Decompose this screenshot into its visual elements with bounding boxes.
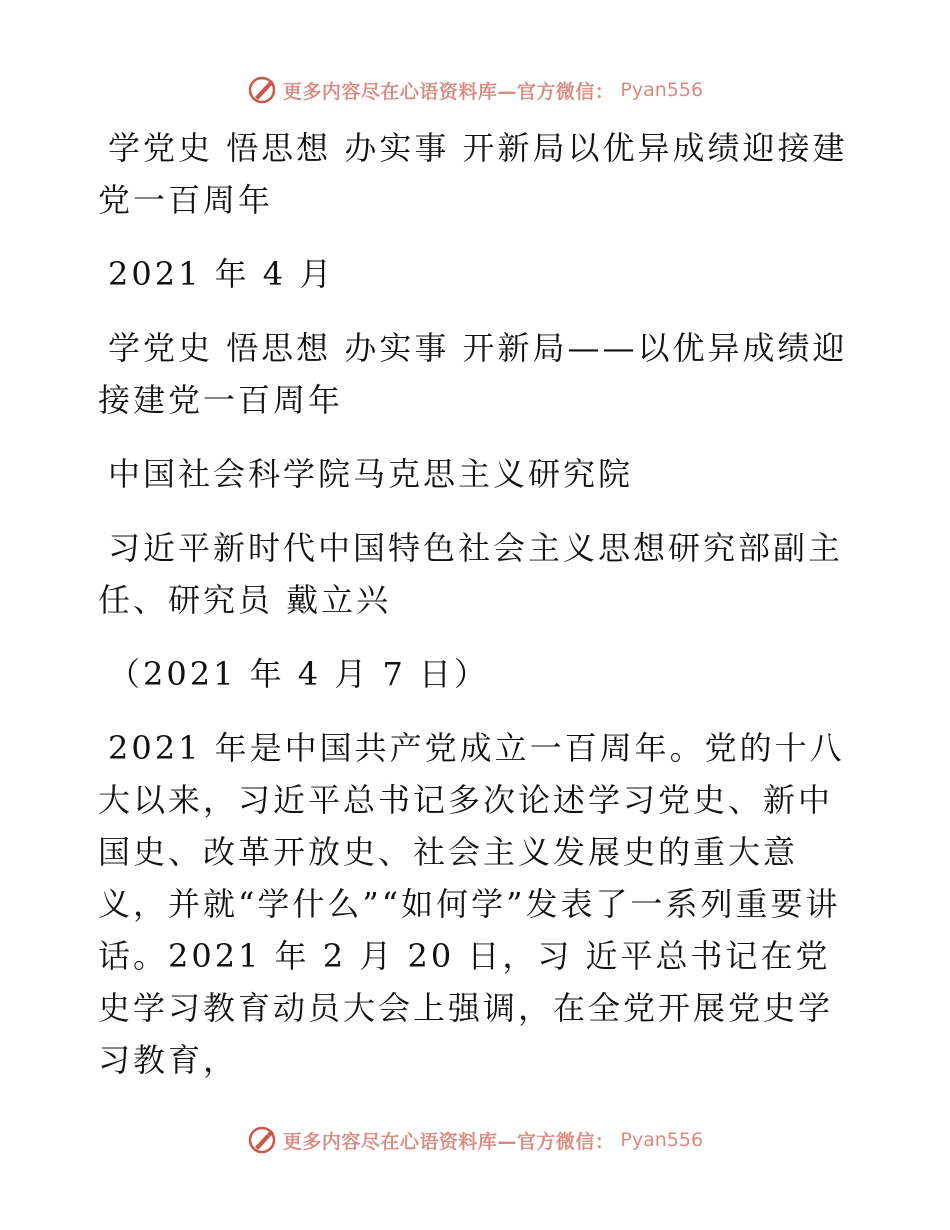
footer-banner: [0, 1120, 950, 1160]
document-title: 学党史 悟思想 办实事 开新局以优异成绩迎接建党一百周年: [98, 129, 848, 219]
pen-logo-icon: [247, 1125, 277, 1155]
header-banner: [0, 70, 950, 110]
banner-wechat-id: Pyan556: [620, 79, 704, 101]
banner-text: 更多内容尽在心语资料库—官方微信：: [282, 80, 615, 103]
pen-logo-icon: [247, 75, 277, 105]
document-date: 2021 年 4 月: [108, 255, 335, 293]
article-date: （2021 年 4 月 7 日）: [108, 655, 490, 693]
banner-wechat-id: Pyan556: [620, 1129, 704, 1151]
body-paragraph: 2021 年是中国共产党成立一百周年。党的十八大以来，习近平总书记多次论述学习党史、新中国史、改革开放史、社会主义发展史的重大意义，并就“学什么”“如何学”发表了一系列重要讲话。2021 年 2 月 20 日，习 近平总书记在党史学习教育动员大会上强调，在全党开展党史学习教育，: [98, 729, 845, 1079]
author-position: 习近平新时代中国特色社会主义思想研究部副主任、研究员 戴立兴: [98, 529, 844, 619]
article-title: 学党史 悟思想 办实事 开新局——以优异成绩迎接建党一百周年: [98, 329, 848, 419]
banner-text: 更多内容尽在心语资料库—官方微信：: [282, 1130, 615, 1153]
document-body: [98, 122, 858, 1108]
author-institution: 中国社会科学院马克思主义研究院: [108, 455, 634, 493]
